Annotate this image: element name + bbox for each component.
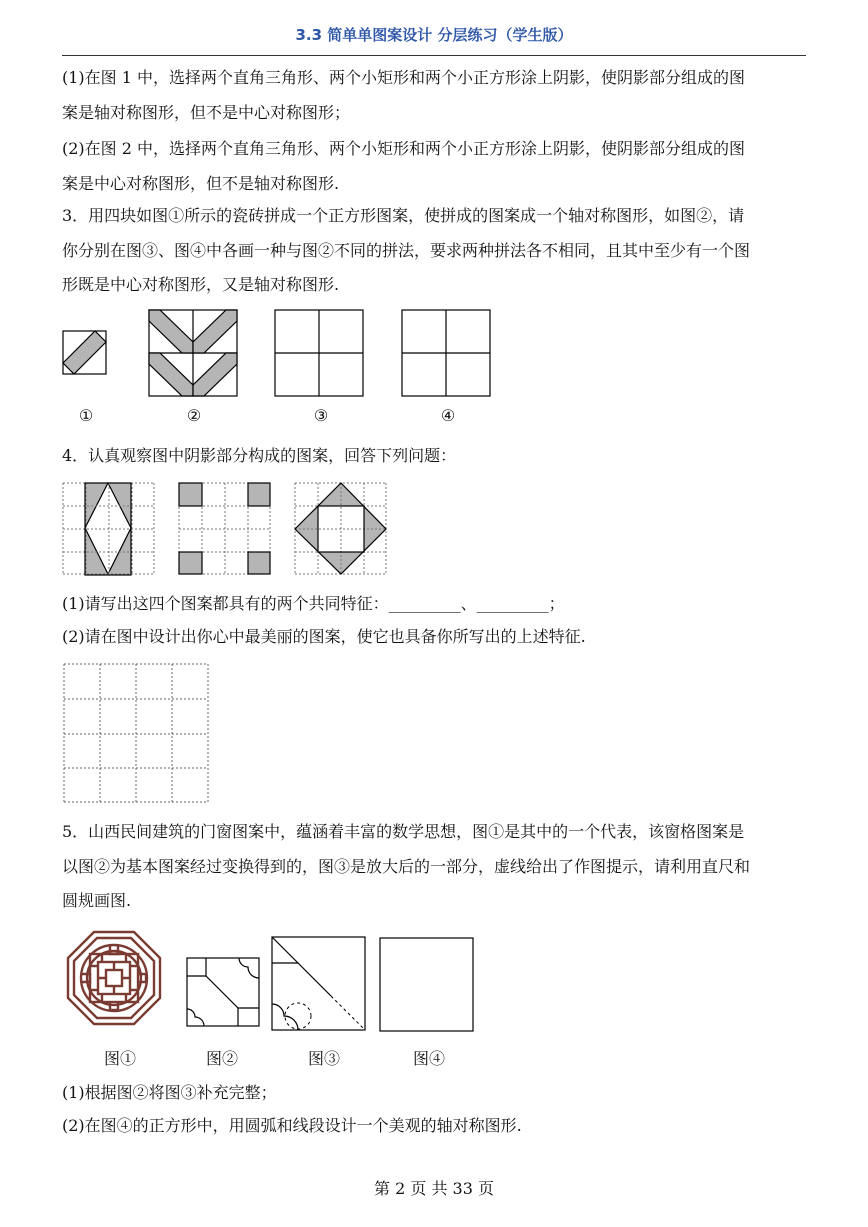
q3-caption-1: ① — [78, 406, 94, 425]
q5-fig3-enlarged — [271, 936, 367, 1032]
q5-line1: 5．山西民间建筑的门窗图案中，蕴涵着丰富的数学思想，图①是其中的一个代表，该窗格图案是 — [62, 822, 745, 841]
q2-part1-line2: 案是轴对称图形，但不是中心对称图形； — [62, 103, 351, 122]
q3-fig2-pattern — [148, 309, 240, 399]
q3-line1: 3．用四块如图①所示的瓷砖拼成一个正方形图案，使拼成的图案成一个轴对称图形，如图②，请 — [62, 206, 745, 225]
q5-fig2-base-pattern — [186, 957, 260, 1027]
q2-part2-line2: 案是中心对称图形，但不是轴对称图形. — [62, 174, 340, 193]
q4-pattern-diamond — [62, 482, 156, 576]
q3-fig4-grid — [401, 309, 493, 399]
q3-fig1-tile — [62, 330, 108, 376]
page-header-title: 3.3 简单单图案设计 分层练习（学生版） — [295, 26, 573, 44]
q4-pattern-rotated-square — [294, 482, 388, 576]
q4-line1: 4．认真观察图中阴影部分构成的图案，回答下列问题： — [62, 446, 457, 465]
q4-pattern-corners — [178, 482, 272, 576]
q3-line3: 形既是中心对称图形，又是轴对称图形. — [62, 275, 340, 294]
q3-caption-3: ③ — [313, 406, 329, 425]
q2-part2-line1: (2)在图 2 中，选择两个直角三角形、两个小矩形和两个小正方形涂上阴影，使阴影部分组成的图 — [62, 139, 746, 158]
q5-part1: (1)根据图②将图③补充完整； — [62, 1083, 277, 1102]
q2-part1-line1: (1)在图 1 中，选择两个直角三角形、两个小矩形和两个小正方形涂上阴影，使阴影部分组成的图 — [62, 68, 746, 87]
q5-caption-3: 图③ — [307, 1049, 340, 1068]
q3-fig3-grid — [274, 309, 366, 399]
q5-line2: 以图②为基本图案经过变换得到的，图③是放大后的一部分，虚线给出了作图提示，请利用直尺和 — [62, 857, 751, 876]
q5-caption-4: 图④ — [412, 1049, 445, 1068]
q3-caption-4: ④ — [440, 406, 456, 425]
q5-fig1-window-lattice — [66, 930, 162, 1026]
q5-caption-1: 图① — [103, 1049, 136, 1068]
q5-fig4-blank-square — [379, 937, 475, 1033]
q4-part2: (2)请在图中设计出你心中最美丽的图案，使它也具备你所写出的上述特征. — [62, 627, 586, 646]
q3-line2: 你分别在图③、图④中各画一种与图②不同的拼法，要求两种拼法各不相同，且其中至少有一个图 — [62, 241, 751, 260]
header-rule — [62, 55, 806, 56]
q5-caption-2: 图② — [205, 1049, 238, 1068]
q5-part2: (2)在图④的正方形中，用圆弧和线段设计一个美观的轴对称图形. — [62, 1116, 522, 1135]
q4-part1: (1)请写出这四个图案都具有的两个共同特征：_________、_________； — [62, 594, 565, 613]
page-footer: 第 2 页 共 33 页 — [374, 1179, 494, 1198]
q4-design-grid — [62, 662, 210, 804]
q5-line3: 圆规画图. — [62, 891, 132, 910]
q3-caption-2: ② — [186, 406, 202, 425]
